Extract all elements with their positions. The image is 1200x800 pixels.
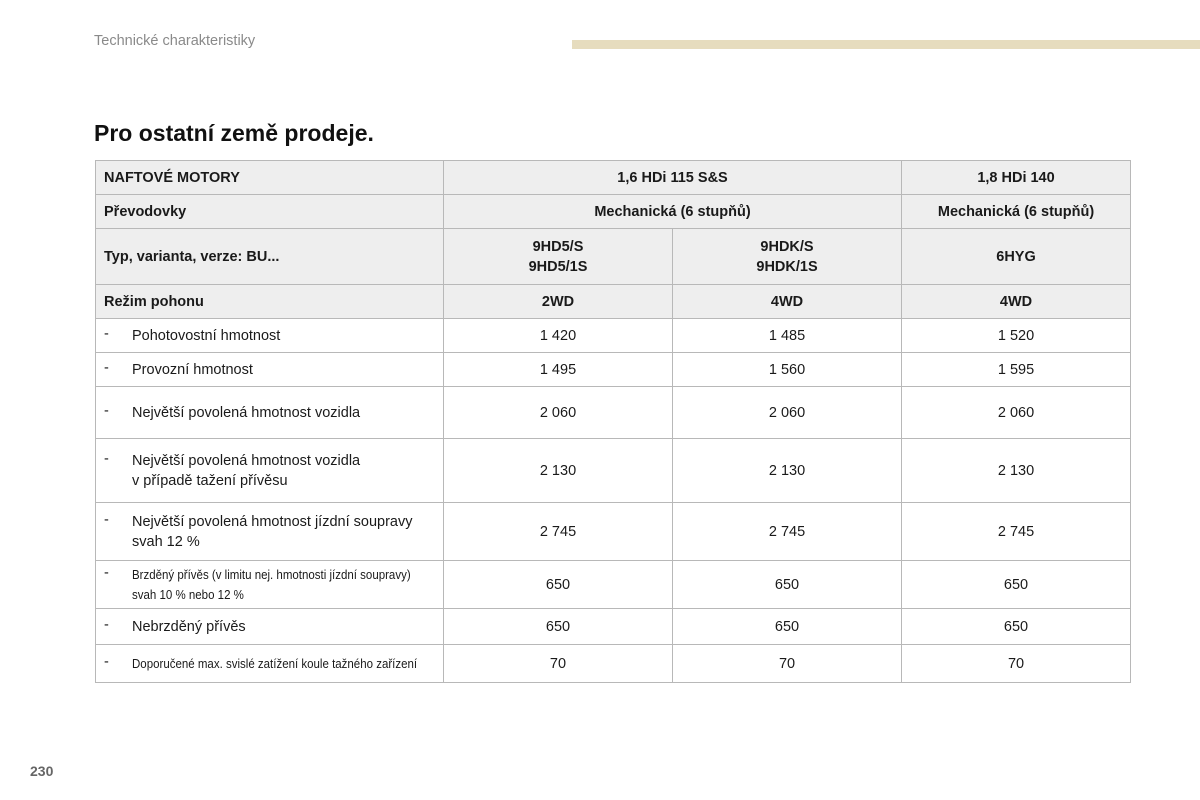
row-dash: - <box>104 616 109 633</box>
row-value: 650 <box>673 561 902 609</box>
row-value: 650 <box>444 609 673 645</box>
row-value: 1 560 <box>673 353 902 387</box>
row-dash: - <box>104 653 109 670</box>
row-label-cell <box>96 645 444 683</box>
engine-b-header: 1,8 HDi 140 <box>902 161 1131 195</box>
row-value: 2 745 <box>902 503 1131 561</box>
row-value: 650 <box>902 609 1131 645</box>
table-row <box>96 645 1131 683</box>
row-value: 1 495 <box>444 353 673 387</box>
row-value: 70 <box>902 645 1131 683</box>
table-row <box>96 319 1131 353</box>
row-label-cell <box>96 609 444 645</box>
gearbox-b: Mechanická (6 stupňů) <box>902 195 1131 229</box>
header-decorative-bar <box>572 40 1200 49</box>
type-value: 6HYG <box>902 229 1131 285</box>
table-row <box>96 387 1131 439</box>
row-label-line2: svah 10 % nebo 12 % <box>132 587 244 602</box>
type-value: 9HDK/S 9HDK/1S <box>673 229 902 285</box>
row-value: 70 <box>673 645 902 683</box>
drive-value: 4WD <box>673 285 902 319</box>
section-title: Technické charakteristiky <box>94 33 256 49</box>
table-row <box>96 439 1131 503</box>
row-label: Nebrzděný přívěs <box>132 618 246 635</box>
row-value: 1 520 <box>902 319 1131 353</box>
page-number: 230 <box>30 763 54 779</box>
table-row <box>96 609 1131 645</box>
table-row <box>96 503 1131 561</box>
row-label-cell <box>96 439 444 503</box>
row-value: 2 130 <box>902 439 1131 503</box>
row-label-cell <box>96 503 444 561</box>
row-dash: - <box>104 325 109 342</box>
specs-table <box>95 160 1131 683</box>
engine-header-row <box>96 161 1131 195</box>
table-row <box>96 353 1131 387</box>
row-value: 2 060 <box>902 387 1131 439</box>
row-label: Provozní hmotnost <box>132 361 253 378</box>
row-label: Doporučené max. svislé zatížení koule tažného zařízení <box>132 656 418 671</box>
row-label: Největší povolená hmotnost vozidla v případě tažení přívěsu <box>132 452 361 489</box>
type-row <box>96 229 1131 285</box>
type-label: Typ, varianta, verze: BU... <box>96 229 444 285</box>
page-heading: Pro ostatní země prodeje. <box>94 120 374 146</box>
type-value: 9HD5/S 9HD5/1S <box>444 229 673 285</box>
row-value: 1 485 <box>673 319 902 353</box>
row-dash: - <box>104 564 109 581</box>
row-value: 2 130 <box>444 439 673 503</box>
row-value: 70 <box>444 645 673 683</box>
row-value: 2 745 <box>673 503 902 561</box>
gearbox-a: Mechanická (6 stupňů) <box>444 195 902 229</box>
row-label-cell <box>96 319 444 353</box>
row-label: Pohotovostní hmotnost <box>132 327 281 344</box>
row-value: 2 060 <box>673 387 902 439</box>
row-dash: - <box>104 359 109 376</box>
table-row <box>96 561 1131 609</box>
row-label-cell <box>96 561 444 609</box>
row-label: Největší povolená hmotnost vozidla <box>132 404 361 421</box>
row-label-line1: Brzděný přívěs (v limitu nej. hmotnosti jízdní soupravy) <box>132 567 411 582</box>
engine-header-label: NAFTOVÉ MOTORY <box>96 161 444 195</box>
row-value: 650 <box>902 561 1131 609</box>
row-label-cell <box>96 353 444 387</box>
row-label-cell <box>96 387 444 439</box>
row-dash: - <box>104 450 109 467</box>
row-dash: - <box>104 402 109 419</box>
row-value: 650 <box>673 609 902 645</box>
row-value: 1 420 <box>444 319 673 353</box>
row-label: Největší povolená hmotnost jízdní soupravy svah 12 % <box>132 513 413 550</box>
drive-value: 2WD <box>444 285 673 319</box>
drive-label: Režim pohonu <box>96 285 444 319</box>
row-value: 2 060 <box>444 387 673 439</box>
row-value: 1 595 <box>902 353 1131 387</box>
drive-value: 4WD <box>902 285 1131 319</box>
row-value: 2 745 <box>444 503 673 561</box>
drive-row <box>96 285 1131 319</box>
row-value: 650 <box>444 561 673 609</box>
row-value: 2 130 <box>673 439 902 503</box>
engine-a-header: 1,6 HDi 115 S&S <box>444 161 902 195</box>
gearbox-row <box>96 195 1131 229</box>
row-dash: - <box>104 511 109 528</box>
gearbox-label: Převodovky <box>96 195 444 229</box>
